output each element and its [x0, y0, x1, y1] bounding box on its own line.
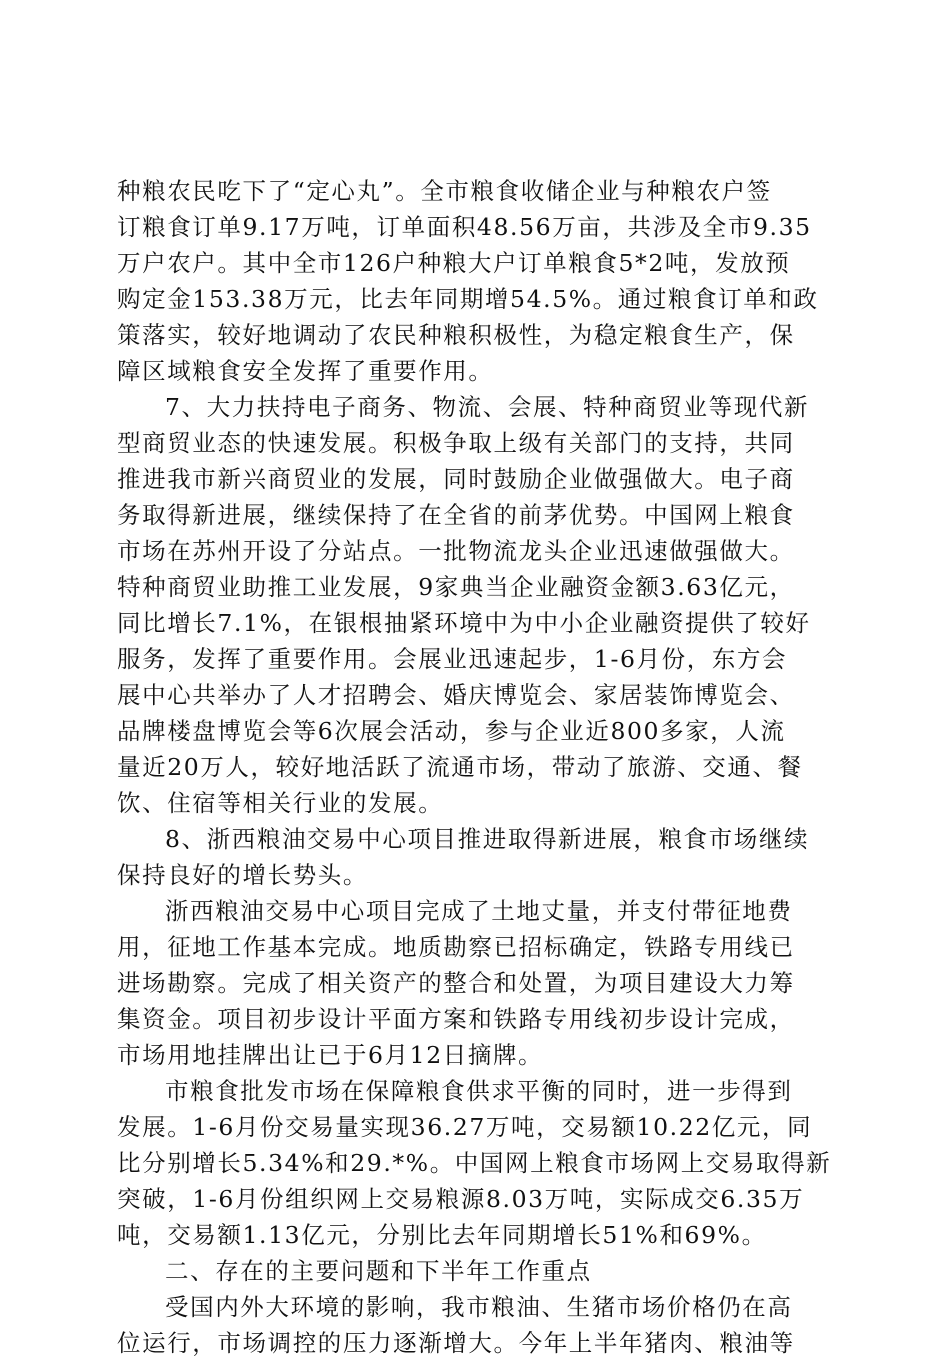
text-line: 务取得新进展，继续保持了在全省的前茅优势。中国网上粮食: [117, 501, 795, 529]
text-line: 突破，1-6月份组织网上交易粮源8.03万吨，实际成交6.35万: [117, 1185, 805, 1213]
text-line: 用，征地工作基本完成。地质勘察已招标确定，铁路专用线已: [117, 933, 795, 961]
text-line: 位运行，市场调控的压力逐渐增大。今年上半年猪肉、粮油等: [117, 1329, 795, 1357]
text-line: 推进我市新兴商贸业的发展，同时鼓励企业做强做大。电子商: [117, 465, 795, 493]
text-line: 种粮农民吃下了“定心丸”。全市粮食收储企业与种粮农户签: [117, 177, 772, 205]
text-line: 购定金153.38万元，比去年同期增54.5%。通过粮食订单和政: [117, 285, 819, 313]
text-line: 量近20万人，较好地活跃了流通市场，带动了旅游、交通、餐: [117, 753, 803, 781]
text-line: 市场用地挂牌出让已于6月12日摘牌。: [117, 1041, 544, 1069]
text-line: 饮、住宿等相关行业的发展。: [117, 789, 444, 817]
text-line: 策落实，较好地调动了农民种粮积极性，为稳定粮食生产，保: [117, 321, 795, 349]
text-line: 进场勘察。完成了相关资产的整合和处置，为项目建设大力筹: [117, 969, 795, 997]
text-line: 8、浙西粮油交易中心项目推进取得新进展，粮食市场继续: [165, 825, 810, 853]
text-line: 比分别增长5.34%和29.*%。中国网上粮食市场网上交易取得新: [117, 1149, 832, 1177]
text-line: 障区域粮食安全发挥了重要作用。: [117, 357, 494, 385]
text-line: 保持良好的增长势头。: [117, 861, 368, 889]
text-line: 品牌楼盘博览会等6次展会活动，参与企业近800多家，人流: [117, 717, 786, 745]
text-line: 型商贸业态的快速发展。积极争取上级有关部门的支持，共同: [117, 429, 795, 457]
text-line: 订粮食订单9.17万吨，订单面积48.56万亩，共涉及全市9.35: [117, 213, 812, 241]
section-heading: 二、存在的主要问题和下半年工作重点: [165, 1257, 592, 1285]
text-line: 发展。1-6月份交易量实现36.27万吨，交易额10.22亿元，同: [117, 1113, 813, 1141]
text-line: 市粮食批发市场在保障粮食供求平衡的同时，进一步得到: [165, 1077, 793, 1105]
text-line: 万户农户。其中全市126户种粮大户订单粮食5*2吨，发放预: [117, 249, 791, 277]
text-line: 展中心共举办了人才招聘会、婚庆博览会、家居装饰博览会、: [117, 681, 795, 709]
text-line: 服务，发挥了重要作用。会展业迅速起步，1-6月份，东方会: [117, 645, 788, 673]
text-line: 同比增长7.1%，在银根抽紧环境中为中小企业融资提供了较好: [117, 609, 811, 637]
text-line: 特种商贸业助推工业发展，9家典当企业融资金额3.63亿元，: [117, 573, 795, 601]
text-line: 市场在苏州开设了分站点。一批物流龙头企业迅速做强做大。: [117, 537, 795, 565]
text-line: 吨，交易额1.13亿元，分别比去年同期增长51%和69%。: [117, 1221, 767, 1249]
text-line: 浙西粮油交易中心项目完成了土地丈量，并支付带征地费: [165, 897, 793, 925]
text-line: 集资金。项目初步设计平面方案和铁路专用线初步设计完成，: [117, 1005, 795, 1033]
text-line: 受国内外大环境的影响，我市粮油、生猪市场价格仍在高: [165, 1293, 793, 1321]
text-line: 7、大力扶持电子商务、物流、会展、特种商贸业等现代新: [165, 393, 810, 421]
